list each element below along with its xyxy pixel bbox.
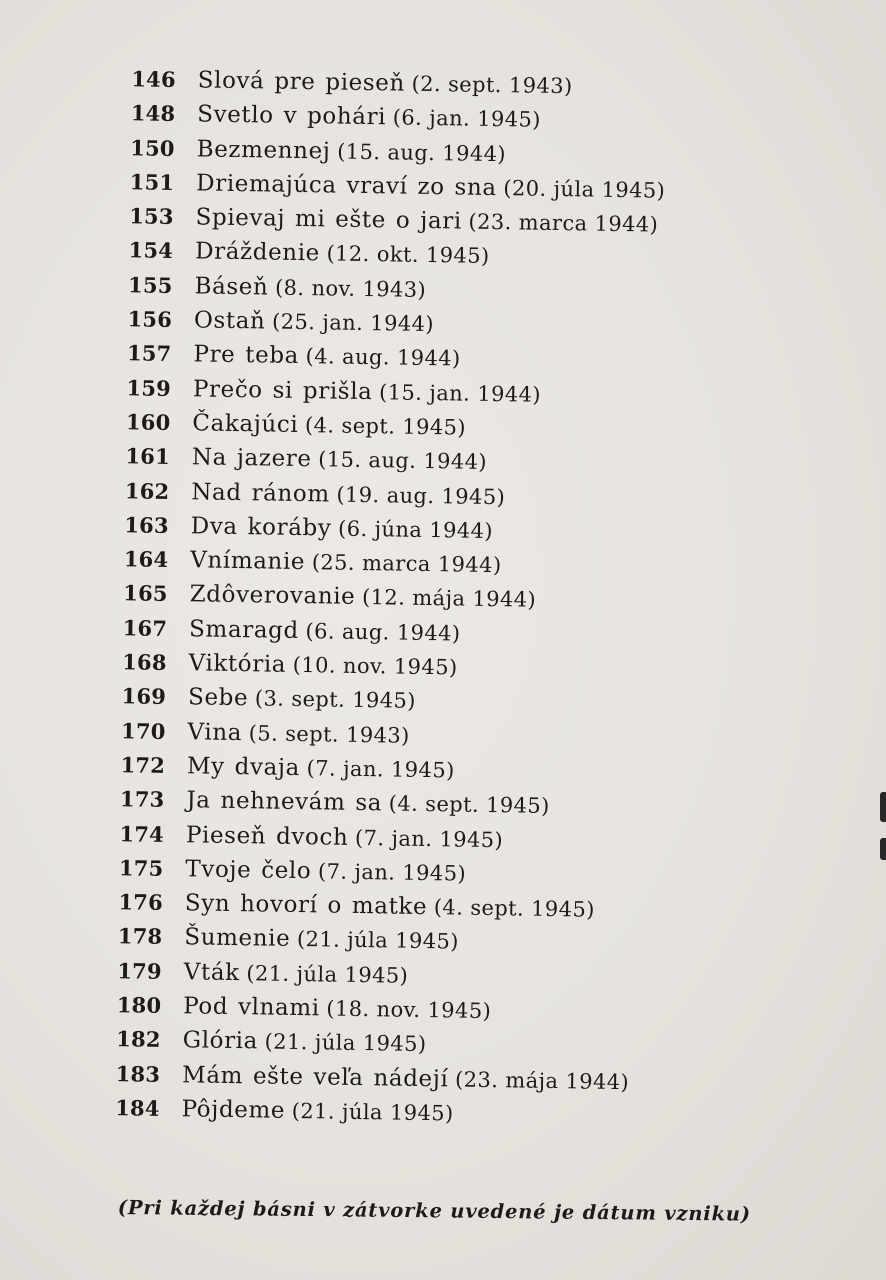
toc-poem-date: (23. marca 1944) <box>468 209 659 237</box>
toc-poem-title: Pod vlnami <box>183 993 320 1022</box>
footnote: (Pri každej básni v zátvorke uvedené je dátum vzniku) <box>117 1196 751 1226</box>
toc-page-number: 184 <box>115 1095 160 1121</box>
toc-poem-date: (23. mája 1944) <box>454 1067 630 1094</box>
toc-poem-title: Driemajúca vraví zo sna <box>195 170 497 201</box>
toc-poem-title: Spievaj mi ešte o jari <box>195 204 463 235</box>
toc-page-number: 174 <box>119 820 165 847</box>
toc-poem-title: Smaragd <box>188 616 299 644</box>
toc-poem-title: Báseň <box>194 273 269 301</box>
toc-poem-title: Dráždenie <box>194 238 321 267</box>
toc-page-number: 168 <box>122 649 167 675</box>
toc-poem-title: Vták <box>183 958 240 986</box>
toc-poem-title: My dvaja <box>186 753 301 781</box>
toc-poem-date: (25. marca 1944) <box>311 550 502 578</box>
toc-poem-title: Prečo si prišla <box>192 375 373 405</box>
toc-poem-date: (12. okt. 1945) <box>326 241 490 269</box>
toc-poem-date: (15. aug. 1944) <box>318 447 488 475</box>
toc-poem-date: (4. sept. 1945) <box>433 895 595 922</box>
toc-poem-date: (4. sept. 1945) <box>304 413 467 440</box>
toc-page-number: 170 <box>120 717 166 744</box>
toc-poem-date: (4. sept. 1945) <box>388 791 550 819</box>
toc-page-number: 146 <box>131 66 176 93</box>
toc-page-number: 151 <box>129 169 175 195</box>
toc-page-number: 148 <box>130 100 176 127</box>
toc-poem-date: (12. mája 1944) <box>361 585 537 613</box>
toc-page-number: 175 <box>118 855 164 881</box>
toc-poem-title: Vnímanie <box>190 547 306 576</box>
toc-poem-date: (4. aug. 1944) <box>305 344 461 371</box>
toc-poem-title: Viktória <box>188 650 287 678</box>
toc-poem-date: (7. jan. 1945) <box>306 756 455 783</box>
toc-page-number: 154 <box>128 237 174 264</box>
toc-poem-title: Slová pre pieseň <box>197 67 406 97</box>
toc-page-number: 173 <box>119 786 165 813</box>
toc-page-number: 153 <box>129 203 174 230</box>
toc-page-number: 155 <box>127 272 173 298</box>
toc-poem-date: (10. nov. 1945) <box>292 652 458 680</box>
toc-poem-title: Glória <box>182 1027 259 1055</box>
toc-poem-date: (25. jan. 1944) <box>271 309 435 337</box>
toc-poem-title: Pre teba <box>193 341 300 370</box>
toc-page-number: 150 <box>130 134 175 161</box>
toc-poem-date: (21. júla 1945) <box>264 1029 427 1057</box>
toc-page-number: 162 <box>124 477 170 504</box>
toc-poem-title: Svetlo v pohári <box>197 101 387 131</box>
toc-poem-title: Nad ránom <box>191 478 330 508</box>
toc-poem-date: (3. sept. 1945) <box>254 686 417 714</box>
toc-poem-date: (20. júla 1945) <box>503 176 666 203</box>
toc-page-number: 178 <box>117 923 163 950</box>
toc-page-number: 172 <box>120 752 166 778</box>
toc-page-number: 169 <box>121 683 167 710</box>
toc-page-number: 165 <box>123 580 168 607</box>
toc-poem-title: Ja nehnevám sa <box>186 787 383 817</box>
toc-poem-title: Ostaň <box>193 307 266 335</box>
page-edge-mark <box>880 792 886 822</box>
table-of-contents <box>95 66 812 1140</box>
toc-page-number: 180 <box>116 992 162 1018</box>
toc-page-number: 179 <box>117 957 162 984</box>
toc-page-number: 161 <box>125 443 171 470</box>
toc-page-number: 176 <box>118 889 164 916</box>
toc-poem-title: Čakajúci <box>192 410 299 438</box>
toc-poem-date: (21. júla 1945) <box>246 960 409 988</box>
toc-poem-date: (15. jan. 1944) <box>378 379 542 407</box>
toc-poem-title: Tvoje čelo <box>185 856 312 885</box>
toc-poem-title: Vina <box>187 718 243 746</box>
toc-poem-date: (6. aug. 1944) <box>305 618 461 646</box>
toc-poem-date: (18. nov. 1945) <box>326 996 492 1024</box>
toc-poem-title: Dva koráby <box>190 513 332 542</box>
toc-poem-date: (8. nov. 1943) <box>274 275 427 302</box>
toc-poem-date: (7. jan. 1945) <box>354 825 504 852</box>
toc-poem-date: (21. júla 1945) <box>291 1098 454 1126</box>
toc-page-number: 157 <box>126 340 172 367</box>
toc-poem-date: (6. júna 1944) <box>337 516 494 543</box>
toc-page-number: 160 <box>125 409 171 435</box>
toc-poem-date: (6. jan. 1945) <box>392 105 542 133</box>
toc-poem-title: Na jazere <box>191 444 312 473</box>
toc-page-number: 156 <box>127 306 173 333</box>
toc-page-number: 164 <box>123 546 169 573</box>
toc-poem-date: (7. jan. 1945) <box>317 859 467 886</box>
toc-poem-date: (21. júla 1945) <box>296 927 460 954</box>
toc-poem-title: Bezmennej <box>196 135 331 165</box>
toc-page-number: 163 <box>124 512 169 538</box>
toc-poem-title: Syn hovorí o matke <box>184 890 428 921</box>
toc-poem-date: (15. aug. 1944) <box>337 139 507 166</box>
toc-page-number: 159 <box>126 374 172 401</box>
toc-poem-title: Zdôverovanie <box>189 581 356 611</box>
toc-poem-title: Pôjdeme <box>181 1096 286 1124</box>
toc-poem-date: (5. sept. 1943) <box>248 720 410 748</box>
toc-poem-date: (2. sept. 1943) <box>411 71 573 99</box>
toc-poem-date: (19. aug. 1945) <box>336 482 506 509</box>
toc-poem-title: Mám ešte veľa nádejí <box>181 1061 449 1093</box>
toc-poem-title: Pieseň dvoch <box>185 821 349 851</box>
toc-page-number: 183 <box>115 1060 161 1087</box>
toc-page-number: 167 <box>122 614 168 641</box>
page-edge-mark <box>880 838 886 860</box>
toc-page-number: 182 <box>116 1026 161 1053</box>
toc-poem-title: Šumenie <box>184 924 291 953</box>
toc-poem-title: Sebe <box>187 684 249 712</box>
